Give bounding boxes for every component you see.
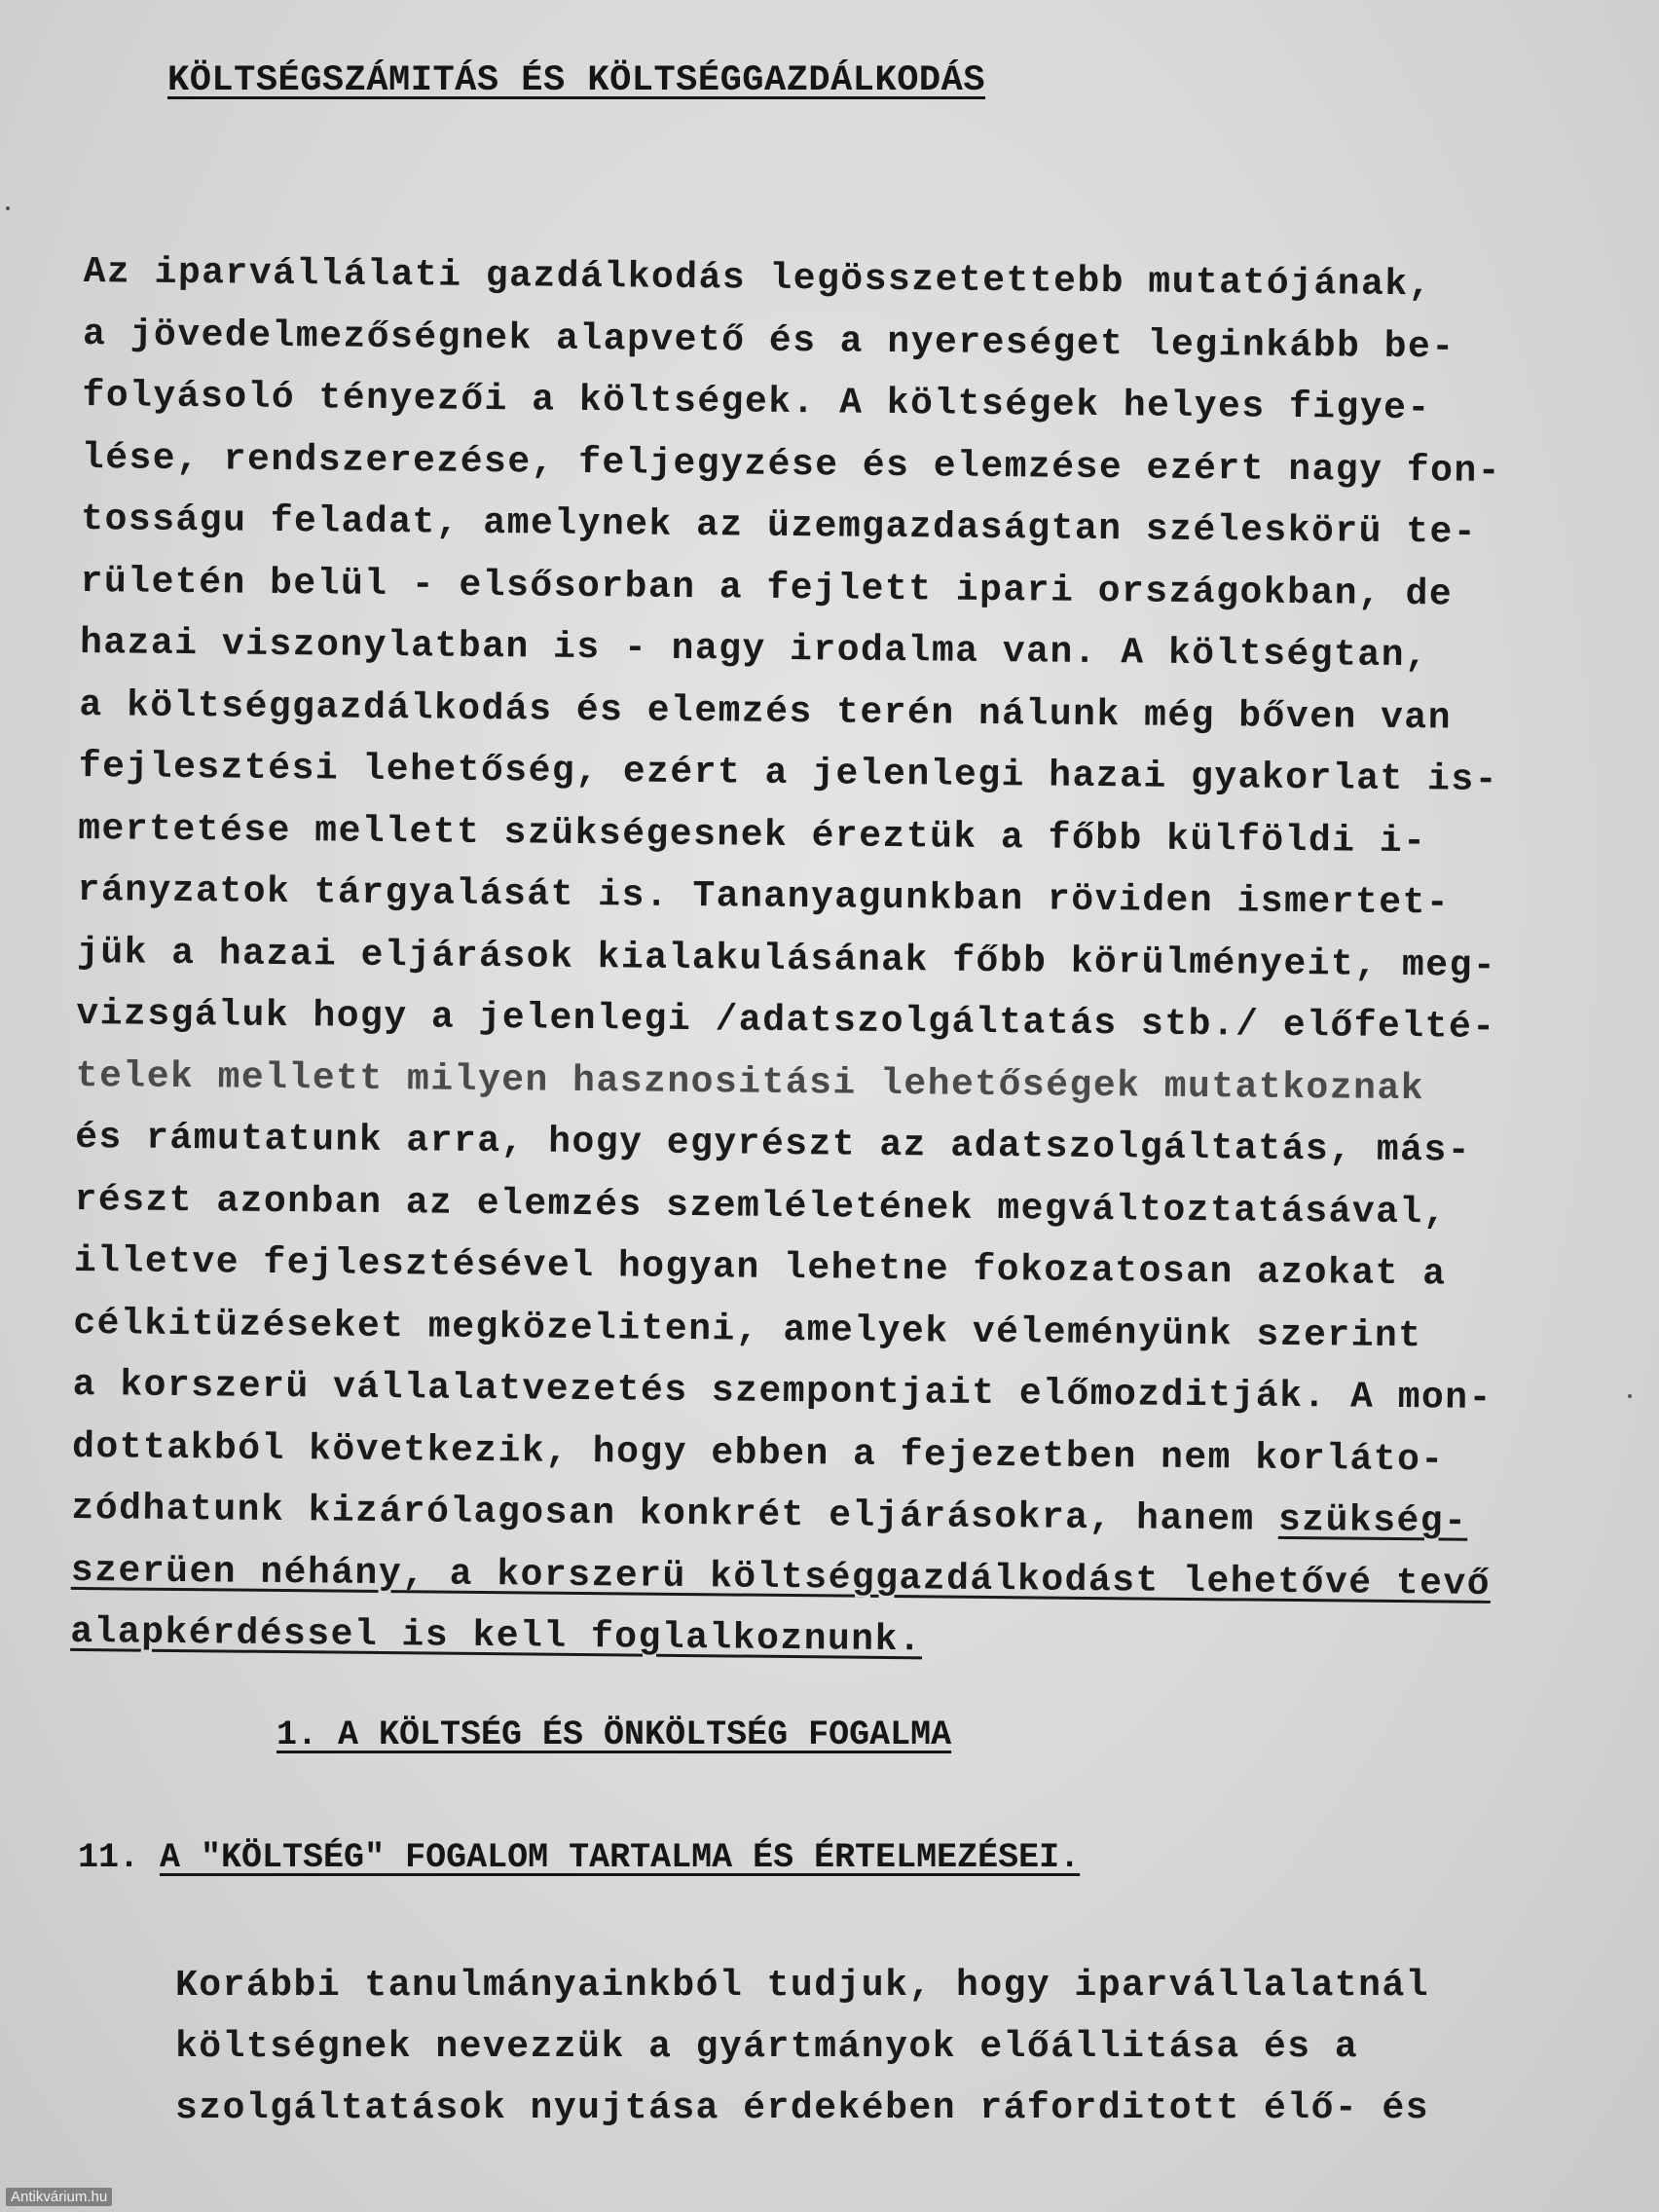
paragraph-line: lése, rendszerezése, feljegyzése és elemzése ezért nagy fon- <box>81 436 1502 493</box>
paragraph-line: jük a hazai eljárások kialakulásának főbb körülményeit, meg- <box>76 931 1497 987</box>
paragraph-line: célkitüzéseket megközeliteni, amelyek véleményünk szerint <box>73 1302 1422 1357</box>
paper-speck <box>6 206 10 210</box>
paper-speck <box>1628 1394 1632 1398</box>
paragraph-line: rületén belül - elsősorban a fejlett ipari országokban, de <box>80 560 1454 616</box>
subsection-heading <box>78 1838 1080 1877</box>
watermark: Antikvárium.hu <box>6 2188 112 2206</box>
paragraph-line: rányzatok tárgyalását is. Tananyagunkban röviden ismertet- <box>77 868 1451 925</box>
subsection-number: 11. <box>78 1838 140 1877</box>
paragraph-line: tosságu feladat, amelynek az üzemgazdaságtan széleskörü te- <box>81 498 1478 554</box>
paragraph-line: fejlesztési lehetőség, ezért a jelenlegi hazai gyakorlat is- <box>78 745 1499 801</box>
paragraph-line: mertetése mellett szükségesnek éreztük a főbb külföldi i- <box>78 807 1427 863</box>
paragraph-line: a költséggazdálkodás és elemzés terén nálunk még bőven van <box>79 683 1453 740</box>
paragraph-line: szolgáltatások nyujtása érdekében ráforditott élő- és <box>175 2087 1430 2129</box>
paragraph-line: részt azonban az elemzés szemléletének megváltoztatásával, <box>74 1178 1448 1234</box>
intro-paragraph <box>70 241 1622 1678</box>
underlined-text: alapkérdéssel is kell foglalkoznunk. <box>70 1610 923 1662</box>
paragraph-line: költségnek nevezzük a gyártmányok előállitása és a <box>175 2026 1359 2068</box>
paragraph-line: és rámutatunk arra, hogy egyrészt az adatszolgáltatás, más- <box>74 1116 1472 1172</box>
paragraph-line: illetve fejlesztésével hogyan lehetne fokozatosan azokat a <box>73 1239 1447 1296</box>
paragraph-line: a jövedelmezőségnek alapvető és a nyereséget leginkább be- <box>82 313 1456 369</box>
underlined-text: szükség- <box>1277 1498 1468 1543</box>
paragraph-line: hazai viszonylatban is - nagy irodalma van. A költségtan, <box>79 621 1429 678</box>
underlined-line: szerüen néhány, a korszerü költséggazdálkodást lehetővé tevő <box>70 1549 1492 1605</box>
paragraph-line: vizsgáluk hogy a jelenlegi /adatszolgáltatás stb./ előfelté- <box>76 992 1496 1049</box>
section-heading: 1. A KÖLTSÉG ÉS ÖNKÖLTSÉG FOGALMA <box>276 1715 952 1754</box>
document-title: KÖLTSÉGSZÁMITÁS ÉS KÖLTSÉGGAZDÁLKODÁS <box>167 60 986 101</box>
paragraph-line: folyásoló tényezői a költségek. A költségek helyes figye- <box>82 374 1431 430</box>
paragraph-line: dottakból következik, hogy ebben a fejezetben nem korláto- <box>71 1425 1445 1481</box>
paragraph-line: a korszerü vállalatvezetés szempontjait előmozditják. A mon- <box>72 1363 1493 1419</box>
paragraph-line: Az iparvállálati gazdálkodás legösszetettebb mutatójának, <box>83 250 1433 307</box>
paragraph-line: telek mellett milyen hasznositási lehetőségek mutatkoznak <box>75 1054 1425 1110</box>
paragraph-line-text: zódhatunk kizárólagosan konkrét eljárásokra, hanem <box>71 1487 1279 1541</box>
section-paragraph <box>175 1955 1558 2139</box>
paragraph-line: Korábbi tanulmányainkból tudjuk, hogy iparvállalatnál <box>175 1965 1430 2007</box>
subsection-title: A "KÖLTSÉG" FOGALOM TARTALMA ÉS ÉRTELMEZÉSEI. <box>160 1838 1081 1877</box>
